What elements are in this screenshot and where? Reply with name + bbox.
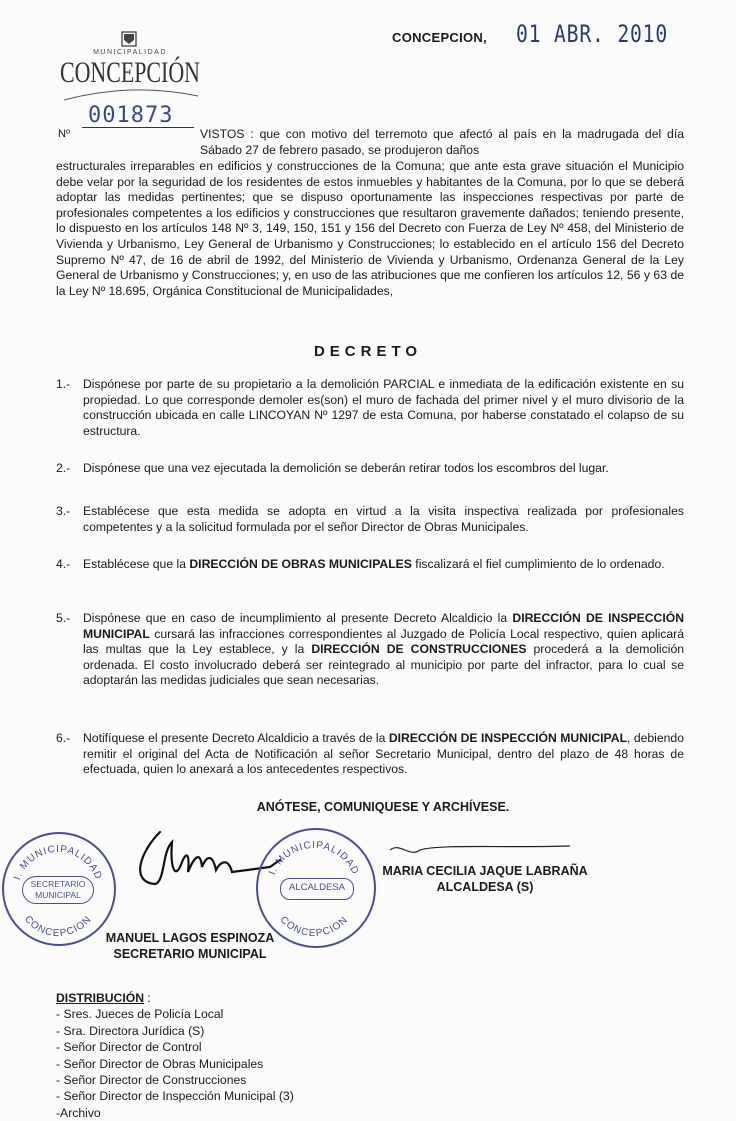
distribution-item: - Sres. Jueces de Policía Local — [56, 1007, 224, 1022]
secretary-name: MANUEL LAGOS ESPINOZA — [105, 931, 275, 945]
decree-item-5 — [56, 611, 684, 689]
mayor-signature-block — [360, 863, 610, 895]
logo-name: CONCEPCIÓN — [60, 56, 200, 89]
decree-item-1 — [56, 377, 684, 439]
stamp-center-1: SECRETARIO — [30, 879, 86, 889]
svg-text:CONCEPCION: CONCEPCION — [277, 914, 351, 940]
decree-item-2 — [56, 461, 684, 477]
item-number: 4.- — [56, 557, 71, 571]
item-number: 6.- — [56, 731, 71, 745]
city-label: CONCEPCION, — [392, 30, 488, 45]
mayor-name: MARIA CECILIA JAQUE LABRAÑA — [382, 864, 588, 878]
item-number: 2.- — [56, 461, 71, 475]
decree-number-underline — [82, 127, 194, 128]
distribution-item: -Archivo — [56, 1105, 101, 1120]
distribution-heading: DISTRIBUCIÓN — [56, 991, 145, 1005]
item-text: Dispónese que una vez ejecutada la demolición se deberán retirar todos los escombros del lugar. — [83, 461, 609, 475]
stamp-center: ALCALDESA — [280, 878, 354, 900]
svg-text:I. MUNICIPALIDAD: I. MUNICIPALIDAD — [12, 843, 104, 882]
item-text: Dispónese por parte de su propietario a la demolición PARCIAL e inmediata de la edificación existente en su propiedad. Lo que corresponde demoler es(son) el muro de fachada del primer nivel y el muro divisorio de la construcción ubicada en calle LINCOYAN Nº 1297 de esta Comuna, por haberse constatado el colapso de su estructura. — [83, 377, 684, 438]
item-text-cont: , debiendo remitir el original del Acta de Notificación al señor Secretario Municipal, dentro del plazo de 48 horas de efectuada, quien lo anexará a los antecedentes respectivos. — [83, 731, 684, 777]
distribution-item: - Señor Director de Obras Municipales — [56, 1056, 264, 1071]
item-emphasis-2: DIRECCIÓN DE CONSTRUCCIONES — [311, 642, 527, 657]
vistos-body: estructurales irreparables en edificios y construcciones de la Comuna; que ante esta grave situación el Municipio debe velar por la seguridad de los residentes de estos inmuebles y habitantes de la Comuna, por lo que se deberá adoptar las medidas pertinentes; que se dispuso oportunamente las inspecciones respectivas por parte de profesionales competentes a los edificios y construcciones que resultaron gravemente dañados; teniendo presente, lo dispuesto en los artículos 148 Nº 3, 149, 150, 151 y 156 del Decreto con Fuerza de Ley Nº 458, del Ministerio de Vivienda y Urbanismo, Ley General de Urbanismo y Construcciones; lo establecido en el artículo 156 del Decreto Supremo Nº 47, de 16 de abril de 1992, del Ministerio de Vivienda y Urbanismo, Ordenanza General de la Ley General de Urbanismo y Construcciones; y, en uso de las atribuciones que me confieren los artículos 12, 56 y 63 de la Ley Nº 18.695, Orgánica Constitucional de Municipalidades, — [56, 159, 684, 298]
decree-item-4 — [56, 557, 684, 573]
date-stamp: 01 ABR. 2010 — [516, 20, 669, 48]
item-text: Notifíquese el presente Decreto Alcaldicio a través de la — [83, 731, 389, 745]
decreto-heading: DECRETO — [313, 343, 423, 360]
mayor-stamp — [256, 828, 376, 948]
distribution-item: - Señor Director de Control — [56, 1040, 202, 1055]
item-emphasis: DIRECCIÓN DE INSPECCIÓN MUNICIPAL — [388, 731, 628, 745]
item-text-end: procederá a la demolición ordenada. El costo involucrado deberá ser reintegrado al municipio por parte del infractor, para lo cual se adoptarán las medidas judiciales que sean necesarias. — [83, 642, 684, 688]
item-text: Establécese que esta medida se adopta en virtud a la visita inspectiva realizada por profesionales competentes y a la solicitud formulada por el señor Director de Obras Municipales. — [83, 504, 684, 534]
logo-top-text: MUNICIPALIDAD — [93, 49, 167, 56]
secretary-stamp — [2, 832, 116, 946]
distribution-list: DISTRIBUCIÓN : - Sres. Jueces de Policía Local - Sra. Directora Jurídica (S) - Señor Director de Control - Señor Director de Obras Municipales - Señor Director de Construcciones - Señor Director de Inspección Municipal (3) -Archivo — [56, 991, 294, 1120]
item-number: 5.- — [56, 611, 71, 625]
item-number: 3.- — [56, 504, 71, 518]
mayor-signature — [380, 838, 580, 862]
coat-of-arms-icon — [122, 32, 136, 46]
item-emphasis: DIRECCIÓN DE OBRAS MUNICIPALES — [189, 557, 412, 571]
decree-item-6 — [56, 731, 684, 778]
mayor-title: ALCALDESA (S) — [436, 880, 534, 894]
svg-text:CONCEPCION: CONCEPCION — [22, 913, 94, 940]
item-text-cont: cursará las infracciones correspondientes al Juzgado de Policía Local respectivo, quien aplicará las multas que la Ley establece, y la — [83, 626, 684, 657]
svg-text:I. MUNICIPALIDAD: I. MUNICIPALIDAD — [267, 839, 361, 877]
decree-number: 001873 — [88, 103, 174, 128]
item-text-cont: fiscalizará el fiel cumplimiento de lo ordenado. — [411, 557, 665, 571]
secretary-title: SECRETARIO MUNICIPAL — [113, 947, 267, 961]
decree-number-label: Nº — [58, 128, 70, 140]
distribution-item: - Señor Director de Inspección Municipal (3) — [56, 1089, 294, 1104]
vistos-first: VISTOS : que con motivo del terremoto que afectó al país en la madrugada del día Sábado 27 de febrero pasado, se produjeron daños — [200, 127, 684, 157]
item-text: Dispónese que en caso de incumplimiento al presente Decreto Alcaldicio la — [83, 611, 513, 625]
decree-item-3 — [56, 504, 684, 535]
item-number: 1.- — [56, 377, 71, 391]
municipality-logo — [58, 30, 208, 110]
closing-formula: ANÓTESE, COMUNIQUESE Y ARCHÍVESE. — [256, 800, 510, 814]
stamp-center-2: MUNICIPAL — [35, 890, 81, 900]
item-emphasis: DIRECCIÓN DE INSPECCIÓN MUNICIPAL — [83, 611, 684, 641]
distribution-item: - Señor Director de Construcciones — [56, 1073, 247, 1088]
item-text: Establécese que la — [83, 557, 190, 571]
distribution-item: - Sra. Directora Jurídica (S) — [56, 1023, 205, 1038]
